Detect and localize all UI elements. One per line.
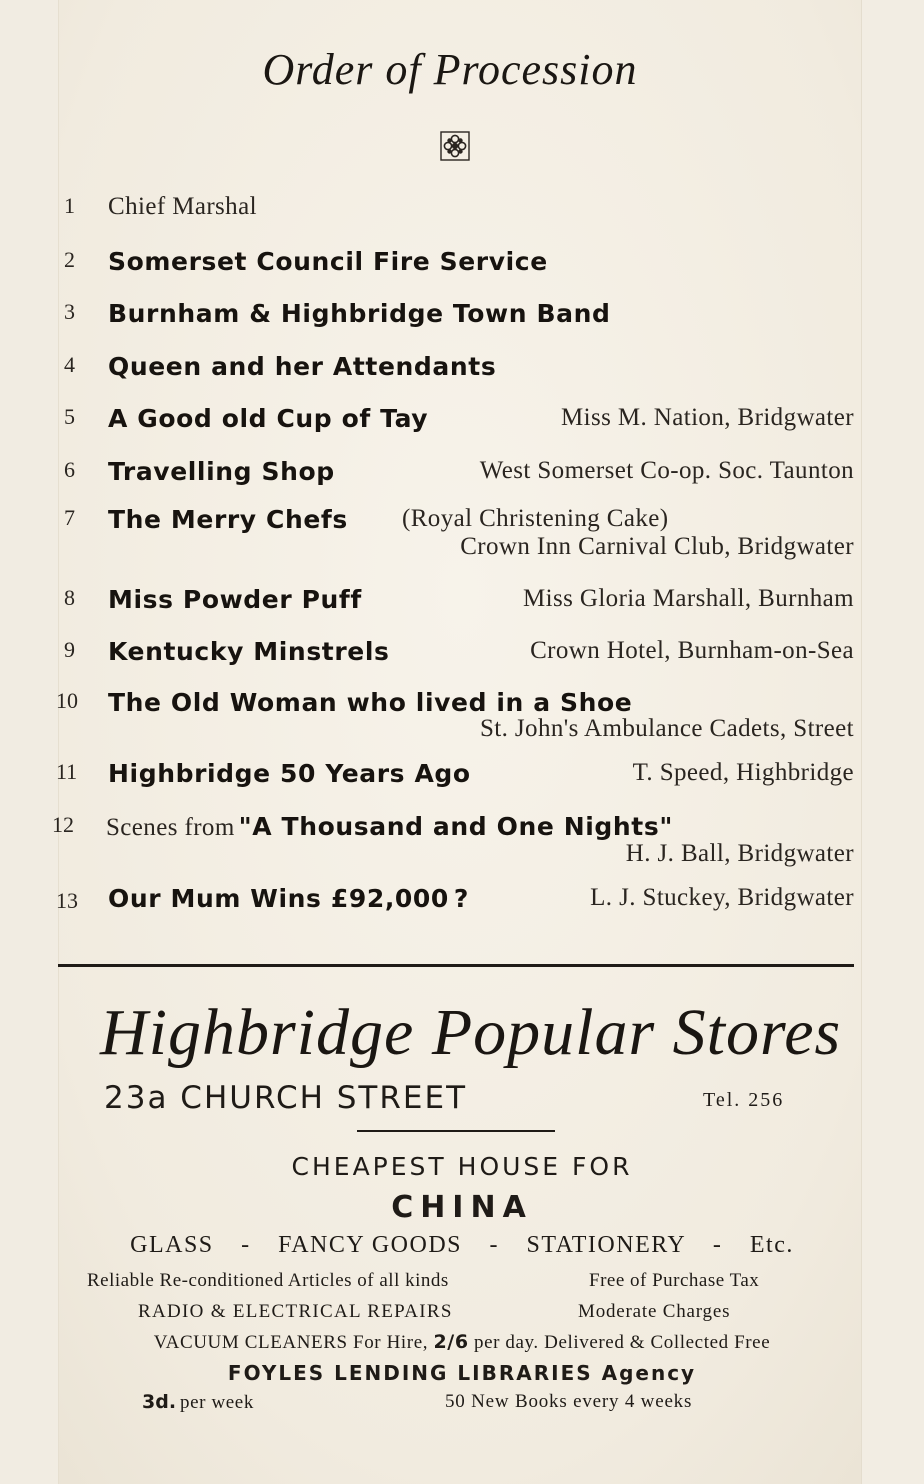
goods-separator: -	[712, 1232, 723, 1258]
item-number: 2	[64, 247, 75, 272]
item-entrant: West Somerset Co-op. Soc. Taunton	[479, 457, 854, 484]
item-entrant: L. J. Stuckey, Bridgwater	[590, 884, 854, 911]
item-number: 3	[64, 299, 75, 324]
page-title: Order of Procession	[262, 45, 638, 94]
goods-item: GLASS	[130, 1232, 214, 1258]
store-address: 23a CHURCH STREET	[104, 1080, 468, 1116]
item-number: 9	[64, 637, 75, 662]
page-margin-right	[861, 0, 924, 1484]
store-name: Highbridge Popular Stores	[100, 996, 842, 1069]
item-entrant: Miss Gloria Marshall, Burnham	[522, 585, 854, 612]
item-entrant-line2: Crown Inn Carnival Club, Bridgwater	[460, 533, 854, 560]
item-number: 5	[64, 404, 75, 429]
item-name-group	[108, 884, 469, 913]
item-name: Burnham & Highbridge Town Band	[108, 299, 611, 328]
item-entrant: Crown Hotel, Burnham-on-Sea	[530, 637, 854, 664]
page-margin-left	[0, 0, 59, 1484]
item-name: Our Mum Wins £92,000	[108, 884, 449, 913]
vacuum-text-2: per day. Delivered & Collected Free	[474, 1332, 771, 1353]
goods-item: Etc.	[749, 1232, 794, 1258]
item-name: Miss Powder Puff	[108, 585, 362, 614]
item-number: 7	[64, 505, 75, 530]
item-entrant: Miss M. Nation, Bridgwater	[560, 404, 854, 431]
item-name: Chief Marshal	[108, 193, 257, 220]
library-books: 50 New Books every 4 weeks	[445, 1391, 693, 1412]
goods-item: FANCY GOODS	[278, 1232, 463, 1258]
section-divider	[58, 964, 854, 967]
item-entrant: (Royal Christening Cake)	[402, 505, 669, 532]
item-number: 13	[56, 888, 78, 913]
library-price-group	[142, 1391, 254, 1414]
item-name: The Old Woman who lived in a Shoe	[108, 688, 633, 717]
item-name: The Merry Chefs	[108, 505, 348, 534]
item-name: "A Thousand and One Nights"	[238, 812, 673, 841]
advert-line-tax: Free of Purchase Tax	[589, 1270, 760, 1291]
item-suffix: ?	[453, 884, 470, 913]
address-underline	[357, 1130, 555, 1132]
item-number: 11	[56, 759, 78, 784]
advert-headline: CHINA	[391, 1190, 533, 1225]
item-number: 10	[56, 688, 78, 713]
goods-item: STATIONERY	[526, 1232, 686, 1258]
store-telephone: Tel. 256	[703, 1089, 785, 1111]
vacuum-text: VACUUM CLEANERS For Hire,	[153, 1332, 429, 1353]
item-number: 1	[64, 193, 75, 218]
goods-line	[0, 1232, 924, 1259]
item-prefix: Scenes from	[106, 814, 235, 841]
item-name: Somerset Council Fire Service	[108, 247, 548, 276]
advert-line-vacuum	[0, 1331, 924, 1354]
flower-ornament-icon	[440, 131, 470, 161]
item-name-group	[106, 812, 673, 842]
item-name: Queen and her Attendants	[108, 352, 497, 381]
goods-separator: -	[241, 1232, 251, 1258]
advert-line-library: FOYLES LENDING LIBRARIES Agency	[227, 1361, 697, 1385]
library-price-unit: per week	[180, 1392, 254, 1413]
item-name: Kentucky Minstrels	[108, 637, 390, 666]
item-entrant-line2: St. John's Ambulance Cadets, Street	[479, 715, 854, 742]
library-price: 3d.	[142, 1391, 177, 1413]
advert-line-charges: Moderate Charges	[578, 1301, 731, 1322]
item-number: 6	[64, 457, 75, 482]
item-entrant-line2: H. J. Ball, Bridgwater	[625, 840, 854, 867]
item-number: 4	[64, 352, 75, 377]
item-name: A Good old Cup of Tay	[108, 404, 429, 433]
advert-line-reliable: Reliable Re-conditioned Articles of all kinds	[87, 1270, 449, 1291]
item-entrant: T. Speed, Highbridge	[632, 759, 854, 786]
item-name: Travelling Shop	[108, 457, 335, 486]
advert-line-repairs: RADIO & ELECTRICAL REPAIRS	[138, 1301, 453, 1322]
advert-tagline: CHEAPEST HOUSE FOR	[291, 1152, 633, 1181]
item-number: 12	[52, 812, 74, 837]
item-number: 8	[64, 585, 75, 610]
vacuum-price: 2/6	[433, 1331, 469, 1353]
item-name: Highbridge 50 Years Ago	[108, 759, 471, 788]
goods-separator: -	[489, 1232, 500, 1258]
